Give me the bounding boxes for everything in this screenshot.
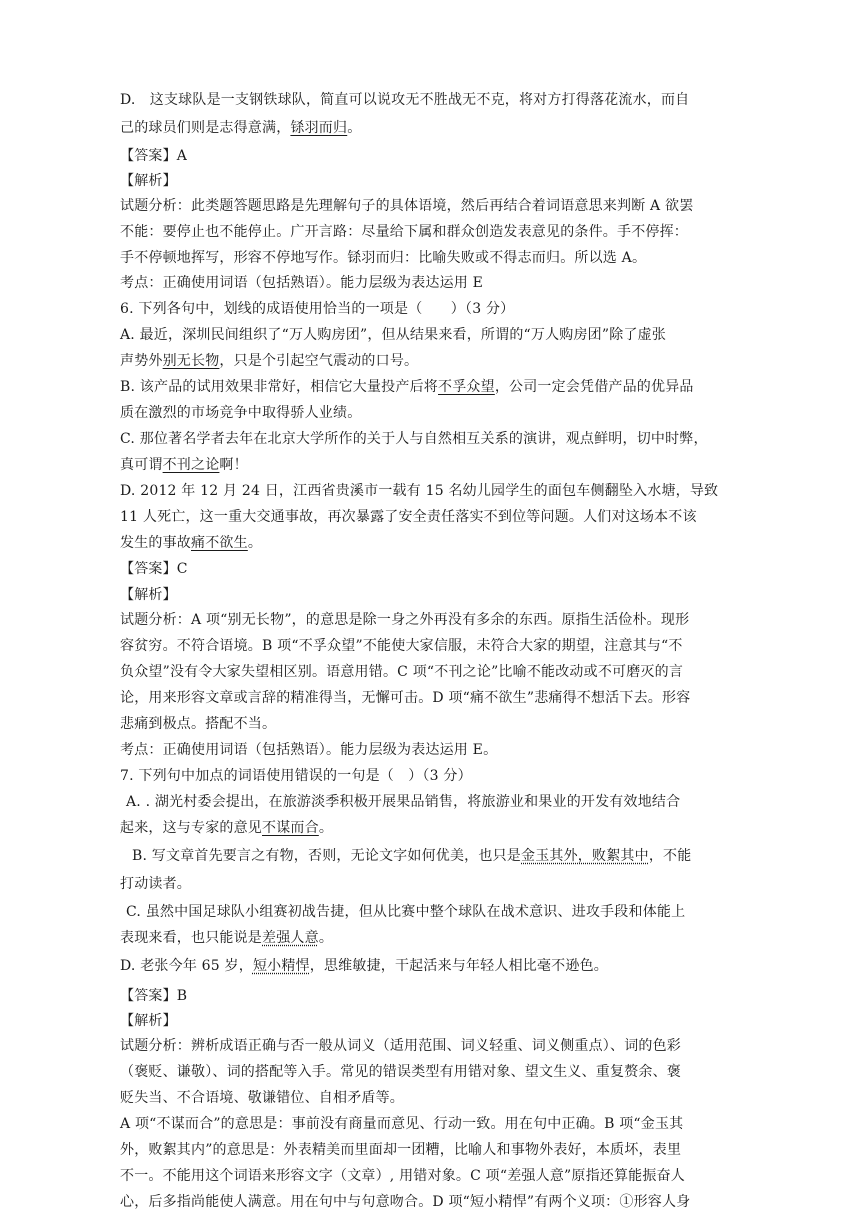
text-run: 悲痛到极点。搭配不当。	[120, 716, 277, 732]
text-line	[120, 429, 708, 449]
text-run: 己的球员们则是志得意满，	[120, 120, 291, 136]
text-run: 【答案】A	[120, 148, 188, 164]
text-line	[120, 377, 694, 397]
text-run: 表现来看，也只能说是	[120, 930, 262, 946]
text-run: 不一。不能用这个词语来形容文字（文章）, 用错对象。C 项“差强人意”原指还算能振奋人	[120, 1168, 685, 1184]
text-line	[120, 325, 666, 345]
text-line	[120, 766, 472, 786]
text-line	[120, 610, 689, 630]
text-run: A. . 湖光村委会提出，在旅游淡季积极开展果品销售，将旅游业和果业的开发有效地结合	[126, 794, 681, 810]
text-run: 。	[347, 120, 362, 136]
text-run: 试题分析：辨析成语正确与否一般从词义（适用范围、词义轻重、词义侧重点）、词的色彩	[120, 1038, 681, 1054]
text-run: 真可谓	[120, 457, 163, 473]
text-line	[120, 1192, 690, 1212]
text-line	[120, 90, 689, 110]
dotted-idiom: 金玉其外，败絮其中	[521, 848, 649, 864]
text-line	[120, 714, 276, 734]
text-line	[120, 688, 690, 708]
text-run: 手不停顿地挥写，形容不停地写作。铩羽而归：比喻失败或不得志而归。所以选 A。	[120, 250, 647, 266]
text-run: ，公司一定会凭借产品的优异品	[494, 379, 694, 395]
text-run: 质在激烈的市场竞争中取得骄人业绩。	[120, 405, 362, 421]
text-line	[120, 585, 177, 605]
text-line	[120, 662, 683, 682]
dotted-idiom: 短小精悍	[252, 958, 310, 974]
text-run: D. 老张今年 65 岁，	[120, 958, 253, 974]
text-run: ，只是个引起空气震动的口号。	[219, 353, 419, 369]
dotted-idiom: 差强人意	[262, 930, 319, 946]
text-line	[120, 248, 646, 268]
underlined-idiom: 不谋而合	[262, 820, 319, 836]
text-line	[120, 1011, 177, 1031]
text-line	[120, 273, 483, 293]
text-line	[120, 986, 187, 1006]
text-run: 。	[247, 535, 263, 551]
text-line	[132, 846, 691, 866]
text-line	[120, 559, 188, 579]
text-run: 7. 下列句中加点的词语使用错误的一句是（ ）（3 分）	[120, 768, 472, 784]
text-run: A. 最近，深圳民间组织了“万人购房团”，但从结果来看，所谓的“万人购房团”除了虚张	[120, 327, 667, 343]
text-run: 试题分析：A 项“别无长物”，的意思是除一身之外再没有多余的东西。原指生活俭朴。现形	[120, 612, 690, 628]
text-run: 声势外	[120, 353, 163, 369]
text-run: 不能：要停止也不能停止。广开言路：尽量给下属和群众创造发表意见的条件。手不停挥：	[120, 224, 688, 240]
text-line	[120, 928, 333, 948]
text-line	[120, 171, 177, 191]
text-line	[120, 1114, 683, 1134]
text-run: 负众望”没有令大家失望相区别。语意用错。C 项“不刊之论”比喻不能改动或不可磨灭的言	[120, 664, 684, 680]
text-run: 11 人死亡，这一重大交通事故，再次暴露了安全责任落实不到位等问题。人们对这场本不该	[120, 509, 697, 525]
text-line	[126, 902, 685, 922]
text-run: D. 这支球队是一支钢铁球队，简直可以说攻无不胜战无不克，将对方打得落花流水，而自	[120, 92, 690, 108]
text-line	[120, 1036, 681, 1056]
text-run: 起来，这与专家的意见	[120, 820, 262, 836]
text-run: 【解析】	[120, 173, 177, 189]
text-run: 容贫穷。不符合语境。B 项“不孚众望”不能使大家信服，未符合大家的期望，注意其与“不	[120, 638, 683, 654]
text-run: B. 写文章首先要言之有物，否则，无论文字如何优美，也只是	[132, 848, 521, 864]
text-line	[120, 455, 248, 475]
text-run: 论，用来形容文章或言辞的精准得当，无懈可击。D 项“痛不欲生”悲痛得不想活下去。形容	[120, 690, 691, 706]
text-line	[120, 507, 697, 527]
text-line	[120, 956, 608, 976]
text-run: 贬失当、不合语境、敬谦错位、自相矛盾等。	[120, 1090, 404, 1106]
text-run: 心，后多指尚能使人满意。用在句中与句意吻合。D 项“短小精悍”有两个义项：①形容人身	[120, 1194, 691, 1210]
text-run: 6. 下列各句中，划线的成语使用恰当的一项是（ ）（3 分）	[120, 301, 515, 317]
text-run: 考点：正确使用词语（包括熟语）。能力层级为表达运用 E	[120, 275, 484, 291]
text-run: 【答案】C	[120, 561, 188, 577]
text-line	[120, 818, 333, 838]
text-run: 。	[318, 820, 334, 836]
text-line	[126, 792, 680, 812]
text-run: 考点：正确使用词语（包括熟语）。能力层级为表达运用 E。	[120, 742, 498, 758]
underlined-idiom: 痛不欲生	[191, 535, 248, 551]
text-line	[120, 636, 683, 656]
underlined-idiom: 不孚众望	[438, 379, 495, 395]
text-run: 外，败絮其内”的意思是：外表精美而里面却一团糟，比喻人和事物外表好，本质坏，表里	[120, 1142, 682, 1158]
text-line	[120, 222, 688, 242]
text-line	[120, 1062, 681, 1082]
text-run: D. 2012 年 12 月 24 日，江西省贵溪市一载有 15 名幼儿园学生的面包车侧翻坠入水塘，导致	[120, 483, 719, 499]
text-run: 。	[318, 930, 334, 946]
text-line	[120, 874, 191, 894]
text-run: 【解析】	[120, 587, 177, 603]
underlined-idiom: 别无长物	[162, 353, 220, 369]
text-line	[120, 533, 262, 553]
text-line	[120, 403, 361, 423]
text-run: 啊！	[219, 457, 248, 473]
text-run: 【解析】	[120, 1013, 177, 1029]
text-line	[120, 118, 361, 138]
text-line	[120, 146, 187, 166]
text-run: A 项“不谋而合”的意思是：事前没有商量而意见、行动一致。用在句中正确。B 项“金玉其	[120, 1116, 684, 1132]
text-run: C. 虽然中国足球队小组赛初战告捷，但从比赛中整个球队在战术意识、进攻手段和体能上	[126, 904, 686, 920]
underlined-idiom: 不刊之论	[162, 457, 220, 473]
text-run: ，不能	[648, 848, 692, 864]
text-line	[120, 1166, 685, 1186]
text-run: 试题分析：此类题答题思路是先理解句子的具体语境，然后再结合着词语意思来判断 A 欲罢	[120, 198, 694, 214]
text-line	[120, 481, 718, 501]
text-run: C. 那位著名学者去年在北京大学所作的关于人与自然相互关系的演讲，观点鲜明，切中时弊，	[120, 431, 708, 447]
text-run: （褒贬、谦敬）、词的搭配等入手。常见的错误类型有用错对象、望文生义、重复赘余、褒	[120, 1064, 681, 1080]
text-line	[120, 1088, 404, 1108]
text-line	[120, 740, 497, 760]
text-line	[120, 351, 418, 371]
text-line	[120, 196, 693, 216]
text-run: 【答案】B	[120, 988, 188, 1004]
text-run: 发生的事故	[120, 535, 191, 551]
text-run: 打动读者。	[120, 876, 191, 892]
text-run: ，思维敏捷，干起活来与年轻人相比毫不逊色。	[309, 958, 608, 974]
underlined-idiom: 铩羽而归	[290, 120, 348, 136]
text-line	[120, 1140, 681, 1160]
text-line	[120, 299, 514, 319]
text-run: B. 该产品的试用效果非常好，相信它大量投产后将	[120, 379, 438, 395]
